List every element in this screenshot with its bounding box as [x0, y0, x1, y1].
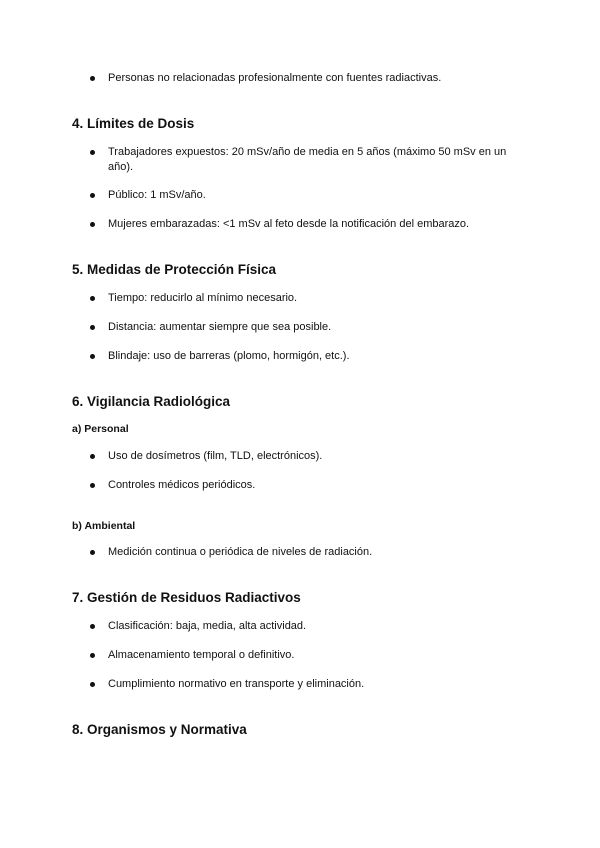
list-item: Uso de dosímetros (film, TLD, electrónicos).: [108, 449, 528, 464]
subsection-heading-environmental: b) Ambiental: [72, 520, 136, 532]
list-item: Distancia: aumentar siempre que sea posible.: [108, 320, 528, 335]
list-item: Personas no relacionadas profesionalmente con fuentes radiactivas.: [108, 71, 528, 86]
list-item: Tiempo: reducirlo al mínimo necesario.: [108, 291, 528, 306]
section-heading-dose-limits: 4. Límites de Dosis: [72, 116, 195, 131]
section-heading-physical-protection: 5. Medidas de Protección Física: [72, 262, 277, 277]
list-item: Controles médicos periódicos.: [108, 478, 528, 493]
section-heading-waste-management: 7. Gestión de Residuos Radiactivos: [72, 590, 301, 605]
list-item: Almacenamiento temporal o definitivo.: [108, 648, 528, 663]
section-heading-radiological-monitoring: 6. Vigilancia Radiológica: [72, 394, 231, 409]
list-item: Cumplimiento normativo en transporte y eliminación.: [108, 677, 528, 692]
list-item: Trabajadores expuestos: 20 mSv/año de media en 5 años (máximo 50 mSv en un año).: [108, 145, 528, 175]
subsection-heading-personal: a) Personal: [72, 423, 129, 435]
list-item: Mujeres embarazadas: <1 mSv al feto desde la notificación del embarazo.: [108, 217, 528, 232]
section-heading-organizations: 8. Organismos y Normativa: [72, 722, 247, 737]
list-item: Clasificación: baja, media, alta actividad.: [108, 619, 528, 634]
list-item: Medición continua o periódica de niveles de radiación.: [108, 545, 528, 560]
list-item: Público: 1 mSv/año.: [108, 188, 528, 203]
list-item: Blindaje: uso de barreras (plomo, hormigón, etc.).: [108, 349, 528, 364]
